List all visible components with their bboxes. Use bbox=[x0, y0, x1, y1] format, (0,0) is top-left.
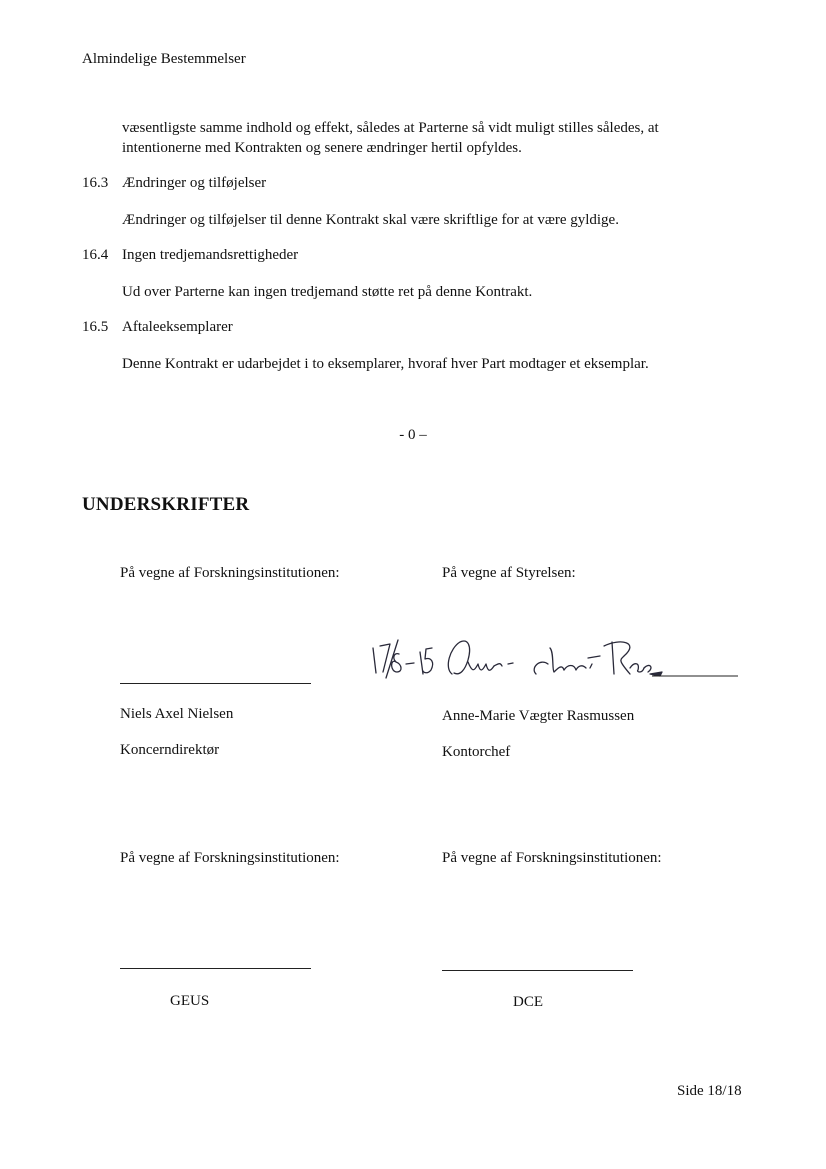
section-body-16-5: Denne Kontrakt er udarbejdet i to eksemplarer, hvoraf hver Part modtager et eksemplar. bbox=[122, 356, 649, 372]
sig2-left-org: GEUS bbox=[170, 993, 210, 1009]
sig1-left-label: På vegne af Forskningsinstitutionen: bbox=[120, 565, 340, 581]
sig2-right-label: På vegne af Forskningsinstitutionen: bbox=[442, 850, 662, 866]
end-separator: - 0 – bbox=[399, 427, 427, 443]
sig2-left-label: På vegne af Forskningsinstitutionen: bbox=[120, 850, 340, 866]
section-body-16-3: Ændringer og tilføjelser til denne Kontrakt skal være skriftlige for at være gyldige. bbox=[122, 212, 619, 228]
sig1-left-name: Niels Axel Nielsen bbox=[120, 706, 234, 722]
handwritten-signature bbox=[368, 628, 748, 698]
signatures-heading: UNDERSKRIFTER bbox=[82, 494, 250, 515]
sig1-right-title: Kontorchef bbox=[442, 744, 511, 760]
intro-line-2: intentionerne med Kontrakten og senere ændringer hertil opfyldes. bbox=[122, 140, 522, 156]
section-number-16-3: 16.3 bbox=[82, 175, 109, 191]
sig1-left-title: Koncerndirektør bbox=[120, 742, 220, 758]
intro-line-1: væsentligste samme indhold og effekt, således at Parterne så vidt muligt stilles således, at bbox=[122, 120, 659, 136]
section-title-16-5: Aftaleeksemplarer bbox=[122, 319, 233, 335]
sig1-right-label: På vegne af Styrelsen: bbox=[442, 565, 576, 581]
sig1-right-name: Anne-Marie Vægter Rasmussen bbox=[442, 708, 635, 724]
section-number-16-4: 16.4 bbox=[82, 247, 109, 263]
sig2-right-org: DCE bbox=[513, 994, 543, 1010]
running-header: Almindelige Bestemmelser bbox=[82, 51, 246, 67]
section-number-16-5: 16.5 bbox=[82, 319, 109, 335]
page-number: Side 18/18 bbox=[677, 1083, 742, 1099]
section-body-16-4: Ud over Parterne kan ingen tredjemand støtte ret på denne Kontrakt. bbox=[122, 284, 533, 300]
sig2-right-line bbox=[442, 970, 633, 971]
section-title-16-3: Ændringer og tilføjelser bbox=[122, 175, 267, 191]
sig2-left-line bbox=[120, 968, 311, 969]
sig1-left-line bbox=[120, 683, 311, 684]
section-title-16-4: Ingen tredjemandsrettigheder bbox=[122, 247, 299, 263]
